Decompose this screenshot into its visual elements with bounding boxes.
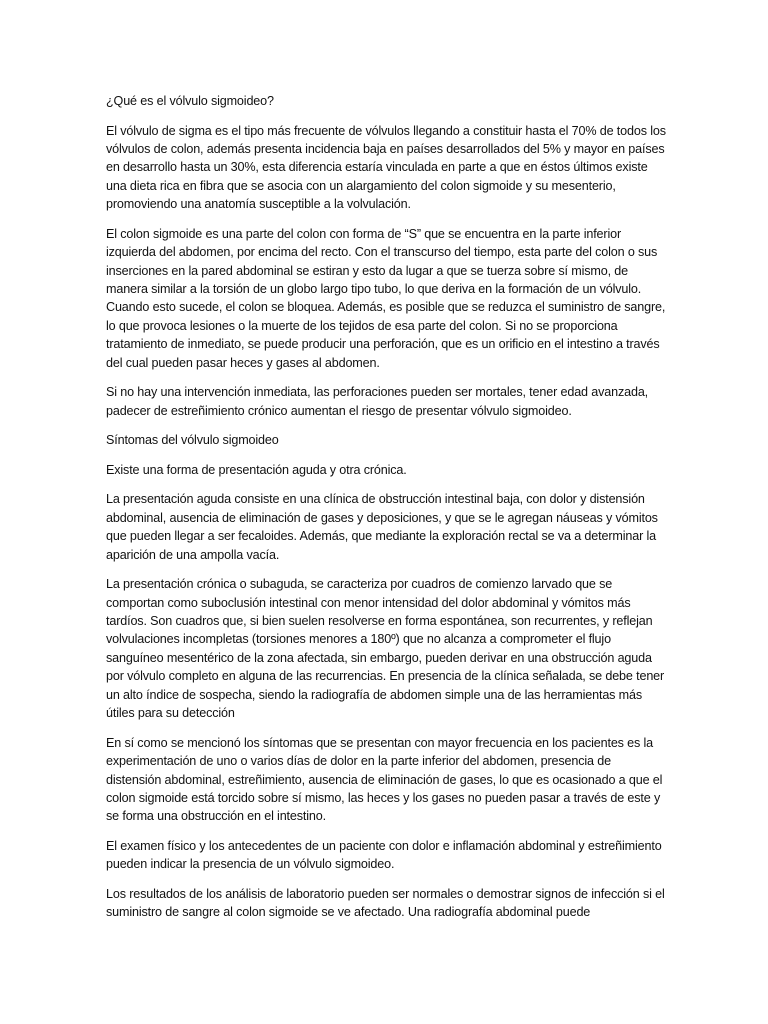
section-heading-que-es: ¿Qué es el vólvulo sigmoideo? <box>106 94 274 108</box>
paragraph-cronica: La presentación crónica o subaguda, se caracteriza por cuadros de comienzo larvado que se comportan como suboclusión intestinal con menor intensidad del dolor abdominal y vómitos más tardíos. Son cuadros que, si bien suelen resolverse en forma espontánea, son recurrentes, y reflejan volvulaciones incompletas (torsiones menores a 180º) que no alcanza a comprometer el flujo sanguíneo mesentérico de la zona afectada, sin embargo, pueden derivar en una obstrucción aguda por vólvulo completo en alguna de las recurrencias. En presencia de la clínica señalada, se debe tener un alto índice de sospecha, siendo la radiografía de abdomen simple una de las herramientas más útiles para su detección <box>106 577 665 721</box>
paragraph-sintomas-frecuentes: En sí como se mencionó los síntomas que se presentan con mayor frecuencia en los pacientes es la experimentación de uno o varios días de dolor en la parte inferior del abdomen, presencia de distensión abdominal, estreñimiento, ausencia de eliminación de gases, lo que es ocasionado a que el colon sigmoide está torcido sobre sí mismo, las heces y los gases no pueden pasar a través de este y se forma una obstrucción en el intestino. <box>106 735 663 824</box>
paragraph-riesgo: Si no hay una intervención inmediata, las perforaciones pueden ser mortales, tener edad avanzada, padecer de estreñimiento crónico aumentan el riesgo de presentar vólvulo sigmoideo. <box>106 385 649 418</box>
section-heading-sintomas: Síntomas del vólvulo sigmoideo <box>106 433 279 448</box>
paragraph-aguda: La presentación aguda consiste en una clínica de obstrucción intestinal baja, con dolor y distensión abdominal, ausencia de eliminación de gases y deposiciones, y que se le agregan náuseas y vómitos que pueden llegar a ser fecaloides. Además, que mediante la exploración rectal se va a determinar la aparición de una ampolla vacía. <box>106 492 658 562</box>
paragraph-laboratorio: Los resultados de los análisis de laboratorio pueden ser normales o demostrar signos de infección si el suministro de sangre al colon sigmoide se ve afectado. Una radiografía abdominal puede <box>106 886 665 920</box>
paragraph-definicion: El vólvulo de sigma es el tipo más frecuente de vólvulos llegando a constituir hasta el 70% de todos los vólvulos de colon, además presenta incidencia baja en países desarrollados del 5% y mayor en países en desarrollo hasta un 30%, esta diferencia estaría vinculada en parte a que en éstos últimos existe una dieta rica en fibra que se asocia con un alargamiento del colon sigmoide y su mesenterio, promoviendo una anatomía susceptible a la volvulación. <box>106 123 666 212</box>
paragraph-formas: Existe una forma de presentación aguda y otra crónica. <box>106 462 407 477</box>
paragraph-anatomia: El colon sigmoide es una parte del colon con forma de “S” que se encuentra en la parte inferior izquierda del abdomen, por encima del recto. Con el transcurso del tiempo, esta parte del colon o sus inserciones en la pared abdominal se estiran y esto da lugar a que se tuerza sobre sí mismo, de manera similar a la torsión de un globo largo tipo tubo, lo que deriva en la formación de un vólvulo. Cuando esto sucede, el colon se bloquea. Además, es posible que se reduzca el suministro de sangre, lo que provoca lesiones o la muerte de los tejidos de esa parte del colon. Si no se proporciona tratamiento de inmediato, se puede producir una perforación, que es un orificio en el intestino a través del cual pueden pasar heces y gases al abdomen. <box>106 226 666 370</box>
document-body <box>106 92 666 933</box>
paragraph-examen-fisico: El examen físico y los antecedentes de un paciente con dolor e inflamación abdominal y estreñimiento pueden indicar la presencia de un vólvulo sigmoideo. <box>106 838 662 872</box>
